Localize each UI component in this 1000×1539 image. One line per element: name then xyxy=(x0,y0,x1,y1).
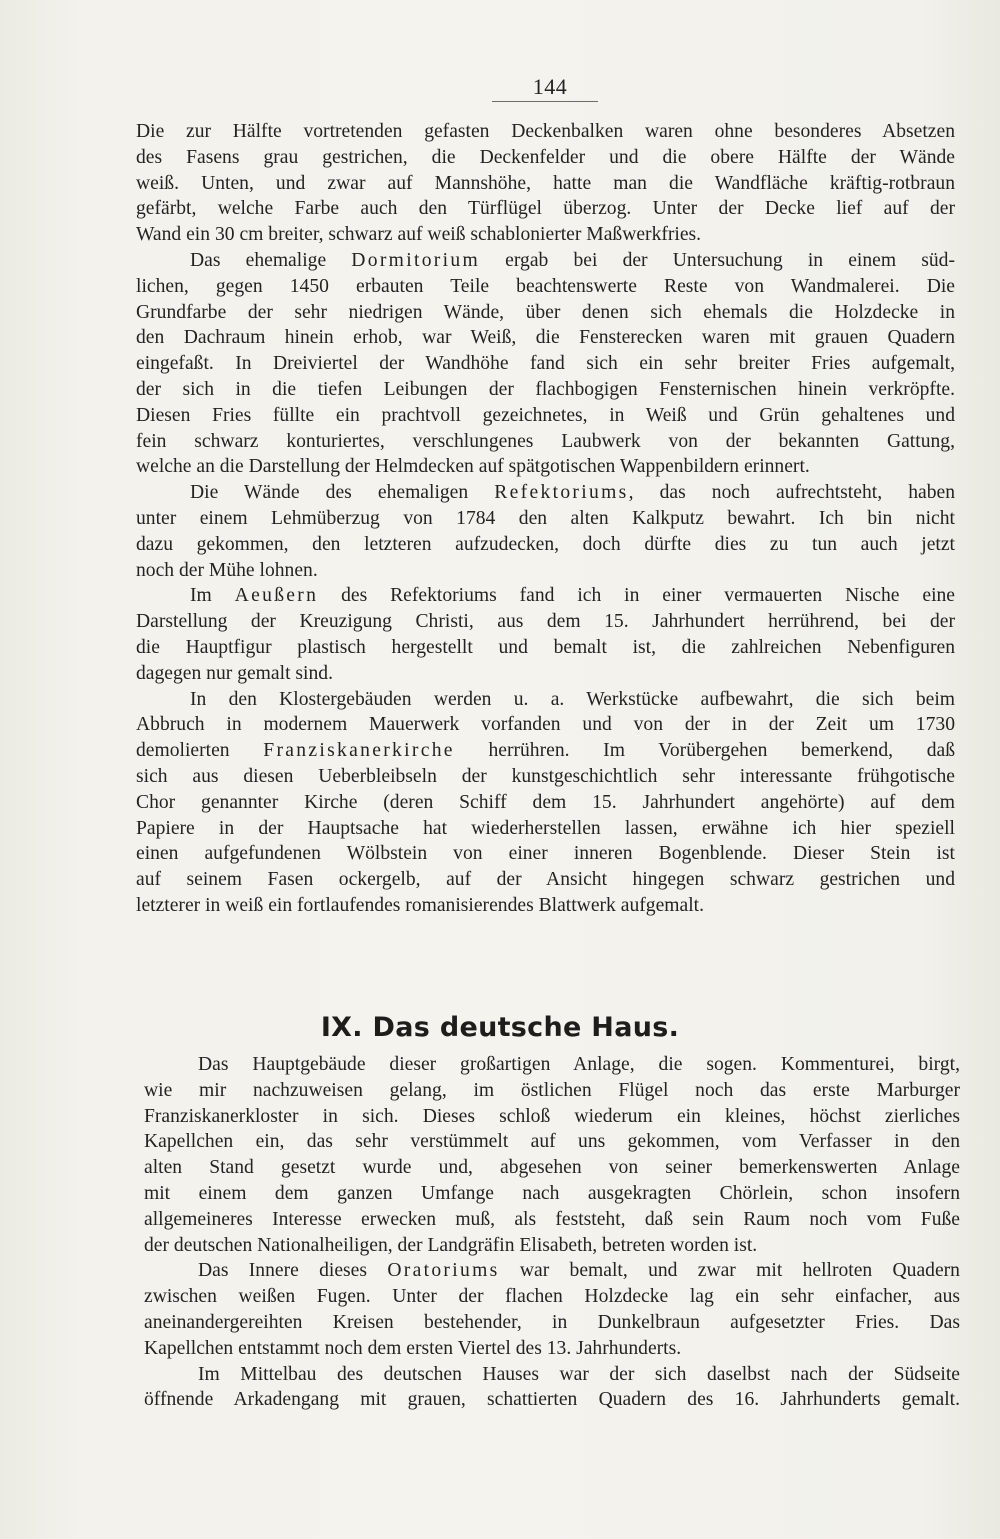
text-line: Abbruch in modernem Mauerwerk vorfanden und von der in der Zeit um 1730 xyxy=(136,714,955,736)
header-rule xyxy=(492,101,598,102)
text-line: eingefaßt. In Dreiviertel der Wandhöhe fand sich ein sehr breiter Fries aufgemalt, xyxy=(136,353,955,375)
text-line: fein schwarz konturiertes, verschlungenes Laubwerk von der bekannten Gattung, xyxy=(136,430,955,452)
section-text xyxy=(144,1052,960,1413)
spaced-term: Aeußern xyxy=(234,585,319,607)
text-line: noch der Mühe lohnen. xyxy=(136,559,318,581)
text-line: Papiere in der Hauptsache hat wiederherstellen lassen, erwähne ich hier speziell xyxy=(136,817,955,839)
text-line: den Dachraum hinein erhob, war Weiß, die Fensterecken waren mit grauen Quadern xyxy=(136,327,955,349)
text-line: Das ehemalige Dormitorium ergab bei der Untersuchung in einem süd- xyxy=(190,249,955,271)
text-line: aneinandergereihten Kreisen bestehender, in Dunkelbraun aufgesetzter Fries. Das xyxy=(144,1311,960,1333)
text-line: zwischen weißen Fugen. Unter der flachen Holzdecke lag ein sehr einfacher, aus xyxy=(144,1286,960,1308)
text-line: lichen, gegen 1450 erbauten Teile beachtenswerte Reste von Wandmalerei. Die xyxy=(136,275,955,297)
text-line: gefärbt, welche Farbe auch den Türflügel überzog. Unter der Decke lief auf der xyxy=(136,198,955,220)
text-line: Die zur Hälfte vortretenden gefasten Deckenbalken waren ohne besonderes Absetzen xyxy=(136,121,955,142)
text-line: Das Hauptgebäude dieser großartigen Anlage, die sogen. Kommenturei, birgt, xyxy=(198,1054,960,1075)
spaced-term: Oratoriums xyxy=(387,1260,500,1282)
text-line: Franziskanerkloster in sich. Dieses schloß wiederum ein kleines, höchst zierliches xyxy=(144,1105,960,1127)
text-line: Kapellchen entstammt noch dem ersten Viertel des 13. Jahrhunderts. xyxy=(144,1337,682,1359)
text-line: Darstellung der Kreuzigung Christi, aus dem 15. Jahrhundert herrührend, bei der xyxy=(136,611,955,633)
spaced-term: Dormitorium xyxy=(351,249,480,271)
text-line: letzterer in weiß ein fortlaufendes romanisierendes Blattwerk aufgemalt. xyxy=(136,894,704,916)
text-line: Chor genannter Kirche (deren Schiff dem 15. Jahrhundert angehörte) auf dem xyxy=(136,791,955,813)
section-heading: IX. Das deutsche Haus. xyxy=(320,1012,680,1043)
spaced-term: Refektoriums xyxy=(494,482,629,504)
text-line: Im Aeußern des Refektoriums fand ich in einer vermauerten Nische eine xyxy=(190,585,956,607)
text-line: dagegen nur gemalt sind. xyxy=(136,662,333,684)
text-line: unter einem Lehmüberzug von 1784 den alten Kalkputz bewahrt. Ich bin nicht xyxy=(136,507,955,529)
text-line: Wand ein 30 cm breiter, schwarz auf weiß schablonierter Maßwerkfries. xyxy=(136,224,702,246)
text-line: Kapellchen ein, das sehr verstümmelt auf uns gekommen, vom Verfasser in den xyxy=(144,1131,960,1153)
text-line: welche an die Darstellung der Helmdecken auf spätgotischen Wappenbildern erinnert. xyxy=(136,456,810,478)
text-line: Diesen Fries füllte ein prachtvoll gezeichnetes, in Weiß und Grün gehaltenes und xyxy=(136,404,955,426)
text-line: Im Mittelbau des deutschen Hauses war der sich daselbst nach der Südseite xyxy=(198,1363,960,1385)
text-line: weiß. Unten, und zwar auf Mannshöhe, hatte man die Wandfläche kräftig-rotbraun xyxy=(136,172,955,194)
text-line: Die Wände des ehemaligen Refektoriums, das noch aufrechtsteht, haben xyxy=(190,482,955,504)
text-line: einen aufgefundenen Wölbstein von einer inneren Bogenblende. Dieser Stein ist xyxy=(136,843,955,865)
text-line: der sich in die tiefen Leibungen der flachbogigen Fensternischen hinein verkröpfte. xyxy=(136,378,955,400)
text-line: Das Innere dieses Oratoriums war bemalt, und zwar mit hellroten Quadern xyxy=(198,1260,960,1282)
text-line: demolierten Franziskanerkirche herrühren. Im Vorübergehen bemerkend, daß xyxy=(136,740,955,762)
text-line: Grundfarbe der sehr niedrigen Wände, über denen sich ehemals die Holzdecke in xyxy=(136,301,955,323)
text-line: sich aus diesen Ueberbleibseln der kunstgeschichtlich sehr interessante frühgotische xyxy=(136,765,955,787)
text-line: In den Klostergebäuden werden u. a. Werkstücke aufbewahrt, die sich beim xyxy=(190,688,955,710)
text-line: auf seinem Fasen ockergelb, auf der Ansicht hingegen schwarz gestrichen und xyxy=(136,869,955,891)
text-line: wie mir nachzuweisen gelang, im östlichen Flügel noch das erste Marburger xyxy=(144,1079,960,1101)
text-line: des Fasens grau gestrichen, die Deckenfelder und die obere Hälfte der Wände xyxy=(136,146,955,168)
body-text xyxy=(136,119,955,919)
page-number: 144 xyxy=(532,74,568,99)
text-line: öffnende Arkadengang mit grauen, schattierten Quadern des 16. Jahrhunderts gemalt. xyxy=(144,1389,960,1411)
text-line: der deutschen Nationalheiligen, der Landgräfin Elisabeth, betreten worden ist. xyxy=(144,1234,758,1256)
text-line: die Hauptfigur plastisch hergestellt und bemalt ist, die zahlreichen Nebenfiguren xyxy=(136,636,955,658)
spaced-term: Franziskanerkirche xyxy=(263,740,455,762)
text-line: dazu gekommen, den letzteren aufzudecken, doch dürfte dies zu tun auch jetzt xyxy=(136,533,955,555)
text-line: alten Stand gesetzt wurde und, abgesehen von seiner bemerkenswerten Anlage xyxy=(144,1157,960,1179)
text-line: allgemeineres Interesse erwecken muß, als feststeht, daß sein Raum noch vom Fuße xyxy=(144,1208,960,1230)
text-line: mit einem dem ganzen Umfange nach ausgekragten Chörlein, schon insofern xyxy=(144,1182,960,1204)
